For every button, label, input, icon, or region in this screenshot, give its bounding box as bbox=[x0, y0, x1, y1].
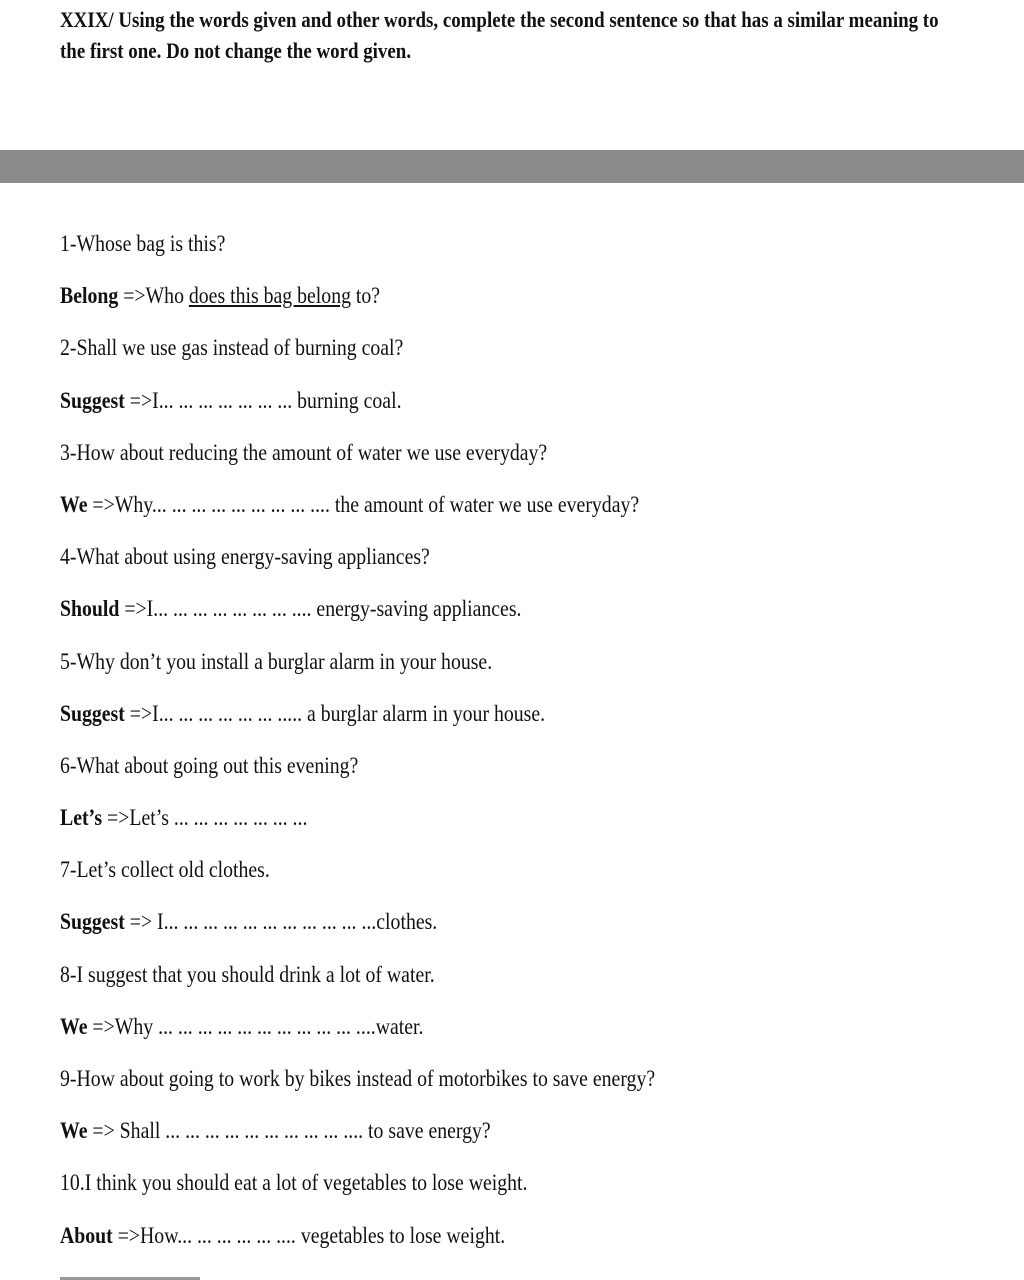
arrow-10: =>How bbox=[112, 1222, 178, 1248]
answer-3 bbox=[60, 489, 1006, 541]
question-3: 3-How about reducing the amount of water we use everyday? bbox=[60, 439, 548, 465]
keyword-3: We bbox=[60, 491, 88, 517]
blank-3[interactable]: ... ... ... ... ... ... ... ... .... bbox=[151, 491, 330, 517]
keyword-7: Suggest bbox=[60, 909, 125, 935]
keyword-8: We bbox=[60, 1013, 88, 1039]
blank-6[interactable]: ... ... ... ... ... ... ... bbox=[173, 805, 308, 831]
answer-rest-1: to? bbox=[350, 283, 381, 309]
answer-6 bbox=[60, 802, 1006, 854]
arrow-1: =>Who bbox=[118, 283, 189, 309]
keyword-1: Belong bbox=[60, 283, 119, 309]
keyword-2: Suggest bbox=[60, 387, 125, 413]
keyword-4: Should bbox=[60, 596, 120, 622]
answer-7 bbox=[60, 906, 1006, 958]
keyword-5: Suggest bbox=[60, 700, 125, 726]
blank-9[interactable]: ... ... ... ... ... ... ... ... ... .... bbox=[165, 1118, 364, 1144]
answer-1 bbox=[60, 280, 1006, 332]
answer-2 bbox=[60, 385, 1006, 437]
arrow-2: =>I bbox=[124, 387, 159, 413]
arrow-8: =>Why bbox=[87, 1013, 159, 1039]
keyword-9: We bbox=[60, 1118, 88, 1144]
exercise-instructions: XXIX/ Using the words given and other words, complete the second sentence so that has a similar meaning to the first one. Do not change the word given. bbox=[60, 7, 939, 63]
rest-8: water. bbox=[375, 1013, 424, 1039]
question-7: 7-Let’s collect old clothes. bbox=[60, 857, 270, 883]
question-4: 4-What about using energy-saving appliances? bbox=[60, 544, 430, 570]
question-6: 6-What about going out this evening? bbox=[60, 752, 359, 778]
rest-7: clothes. bbox=[376, 909, 438, 935]
question-8: 8-I suggest that you should drink a lot of water. bbox=[60, 961, 435, 987]
rest-3: the amount of water we use everyday? bbox=[329, 491, 640, 517]
question-5: 5-Why don’t you install a burglar alarm in your house. bbox=[60, 648, 493, 674]
question-9: 9-How about going to work by bikes instead of motorbikes to save energy? bbox=[60, 1066, 656, 1091]
keyword-10: About bbox=[60, 1222, 113, 1248]
arrow-9: => Shall bbox=[87, 1118, 166, 1144]
rest-9: to save energy? bbox=[363, 1118, 491, 1144]
arrow-7: => I bbox=[124, 909, 164, 935]
answer-5 bbox=[60, 698, 1006, 750]
keyword-6: Let’s bbox=[60, 805, 103, 831]
question-1: 1-Whose bag is this? bbox=[60, 231, 226, 256]
question-10: 10.I think you should eat a lot of vegetables to lose weight. bbox=[60, 1170, 528, 1196]
answer-10 bbox=[60, 1220, 1006, 1272]
blank-10[interactable]: ... ... ... ... ... .... bbox=[177, 1222, 296, 1248]
answer-8 bbox=[60, 1011, 1006, 1063]
gray-divider-bar bbox=[0, 150, 1024, 183]
answer-underlined-1: does this bag belong bbox=[188, 283, 351, 309]
arrow-3: =>Why bbox=[87, 491, 152, 517]
blank-8[interactable]: ... ... ... ... ... ... ... ... ... ... .... bbox=[158, 1013, 376, 1039]
rest-2: burning coal. bbox=[292, 387, 402, 413]
blank-7[interactable]: ... ... ... ... ... ... ... ... ... ... ... bbox=[163, 909, 377, 935]
arrow-4: =>I bbox=[119, 596, 154, 622]
blank-5[interactable]: ... ... ... ... ... ... ..... bbox=[158, 700, 303, 726]
answer-9 bbox=[60, 1115, 1006, 1167]
blank-2[interactable]: ... ... ... ... ... ... ... bbox=[158, 387, 293, 413]
cropped-next-line bbox=[60, 1272, 240, 1280]
rest-10: vegetables to lose weight. bbox=[295, 1222, 506, 1248]
arrow-5: =>I bbox=[124, 700, 159, 726]
answer-4 bbox=[60, 593, 1006, 645]
question-2: 2-Shall we use gas instead of burning coal? bbox=[60, 335, 404, 361]
rest-5: a burglar alarm in your house. bbox=[302, 700, 546, 726]
arrow-6: =>Let’s bbox=[102, 805, 174, 831]
rest-4: energy-saving appliances. bbox=[311, 596, 522, 622]
blank-4[interactable]: ... ... ... ... ... ... ... .... bbox=[153, 596, 312, 622]
exercise-list bbox=[60, 228, 1006, 1272]
